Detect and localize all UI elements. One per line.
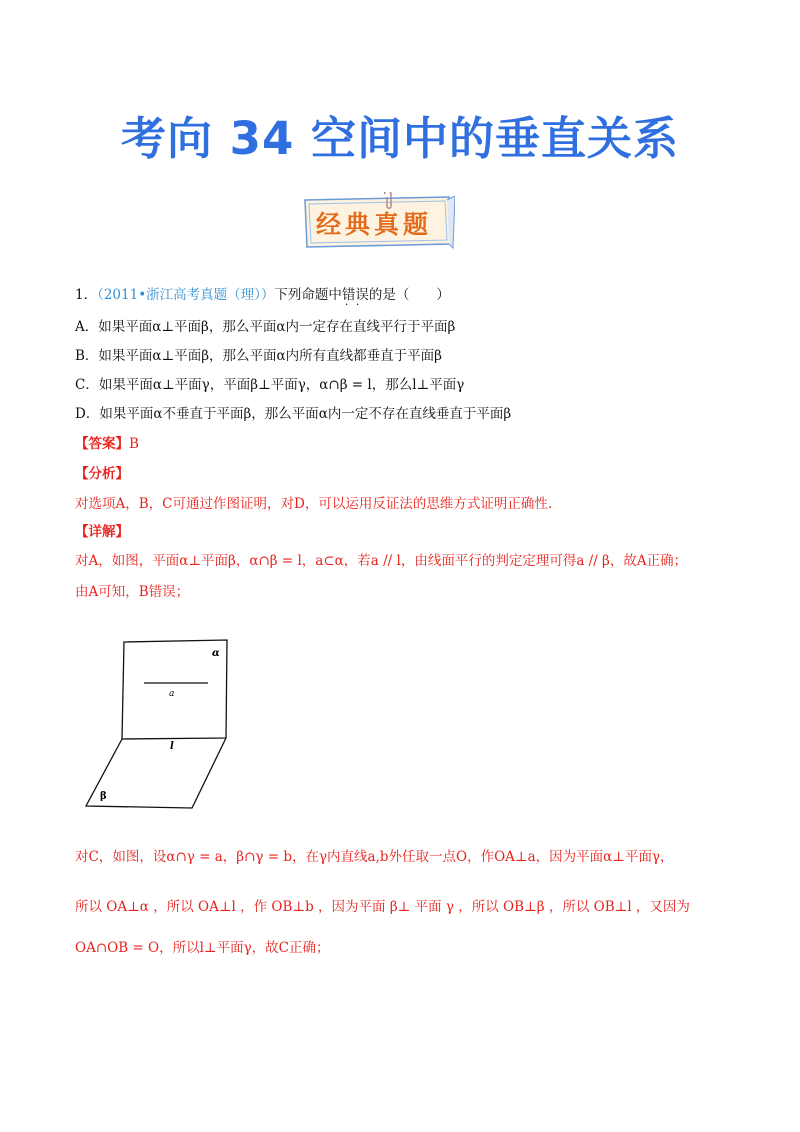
option-a: A．如果平面α⊥平面β，那么平面α内一定存在直线平行于平面β [75,319,456,335]
label-a: a [169,689,175,699]
detail-c-line-2: 所以 OA⊥α ，所以 OA⊥l ，作 OB⊥b ，因为平面 β⊥ 平面 γ ，所以 OB⊥β ，所以 OB⊥l ，又因为 [75,899,690,915]
badge-label: 经典真题 [315,210,432,239]
plane-beta [86,738,226,808]
answer-value: B [129,436,139,452]
plane-diagram [84,636,244,811]
question-stem [75,283,450,303]
stem-post: 的是（ ） [368,287,450,303]
label-l: l [170,741,174,752]
label-alpha: α [212,648,220,659]
detail-c-line-3: OA∩OB = O，所以l⊥平面γ，故C正确； [75,940,330,956]
detail-c-line-1: 对C，如图，设α∩γ = a，β∩γ = b，在γ内直线a,b外任取一点O，作OA⊥a，因为平面α⊥平面γ， [75,849,674,865]
detail-line-1: 对A，如图，平面α⊥平面β，α∩β = l，a⊂α，若a // l，由线面平行的判定定理可得a // β，故A正确； [75,553,688,569]
stem-emphasis: 错误 · · [342,287,369,303]
analysis-label: 【分析】 [75,466,129,482]
answer-label: 【答案】 [75,436,129,452]
option-b: B．如果平面α⊥平面β，那么平面α内所有直线都垂直于平面β [75,348,442,364]
question-source: （2011•浙江高考真题（理）） [97,287,275,303]
option-d: D．如果平面α不垂直于平面β，那么平面α内一定不存在直线垂直于平面β [75,406,512,422]
detail-line-2: 由A可知，B错误； [75,584,190,600]
answer-row [75,432,139,452]
question-number: 1． [75,287,98,303]
option-c: C．如果平面α⊥平面γ，平面β⊥平面γ，α∩β = l，那么l⊥平面γ [75,377,465,393]
detail-label: 【详解】 [75,524,129,540]
label-beta: β [100,791,107,802]
stem-pre: 下列命题中 [274,287,342,303]
page-title: 考向 34 空间中的垂直关系 [121,112,679,165]
analysis-text: 对选项A，B，C可通过作图证明，对D，可以运用反证法的思维方式证明正确性. [75,496,553,512]
